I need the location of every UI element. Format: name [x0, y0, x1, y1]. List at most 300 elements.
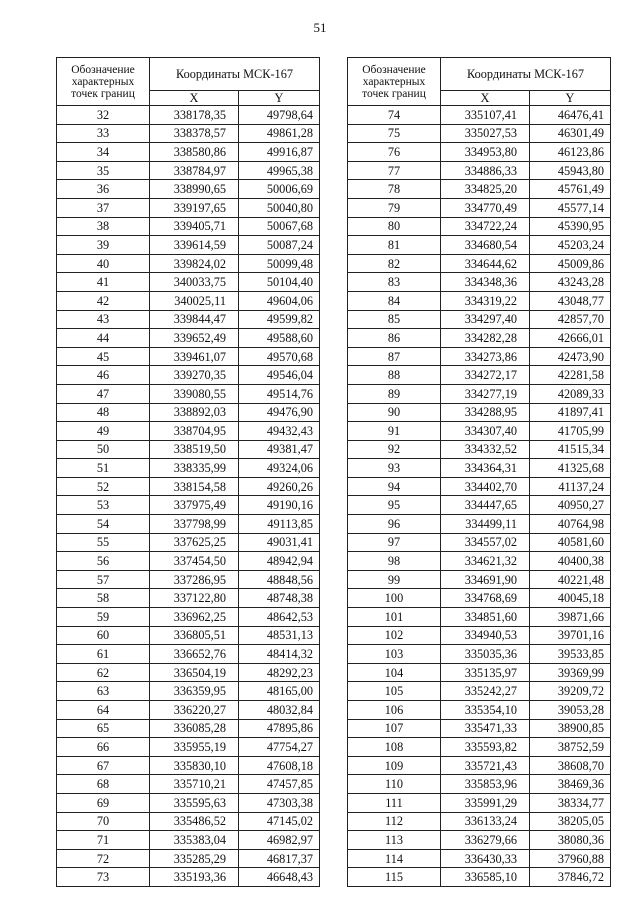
table-row: [348, 310, 611, 329]
y-coordinate-cell: 47895,86: [239, 719, 320, 738]
y-coordinate-cell: 47754,27: [239, 738, 320, 757]
x-coordinate-cell: 336220,27: [150, 701, 239, 720]
x-coordinate-cell: 338580,86: [150, 143, 239, 162]
x-coordinate-cell: 337286,95: [150, 570, 239, 589]
x-coordinate-cell: 337798,99: [150, 515, 239, 534]
table-row: [57, 347, 320, 366]
x-coordinate-cell: 336805,51: [150, 626, 239, 645]
table-row: [57, 440, 320, 459]
point-number-cell: 108: [348, 738, 441, 757]
point-number-cell: 109: [348, 756, 441, 775]
x-coordinate-cell: 334768,69: [441, 589, 530, 608]
table-row: [57, 477, 320, 496]
table-row: [348, 459, 611, 478]
x-coordinate-cell: 334402,70: [441, 477, 530, 496]
x-coordinate-cell: 339652,49: [150, 329, 239, 348]
point-number-cell: 43: [57, 310, 150, 329]
x-coordinate-cell: 336504,19: [150, 663, 239, 682]
point-number-cell: 56: [57, 552, 150, 571]
table-row: [57, 310, 320, 329]
y-coordinate-cell: 46301,49: [530, 124, 611, 143]
table-row: [348, 273, 611, 292]
point-number-cell: 39: [57, 236, 150, 255]
point-number-cell: 100: [348, 589, 441, 608]
y-coordinate-cell: 41897,41: [530, 403, 611, 422]
table-row: [57, 570, 320, 589]
table-row: [348, 570, 611, 589]
table-row: [348, 793, 611, 812]
x-coordinate-cell: 339614,59: [150, 236, 239, 255]
y-coordinate-cell: 49113,85: [239, 515, 320, 534]
point-number-cell: 99: [348, 570, 441, 589]
point-number-cell: 58: [57, 589, 150, 608]
point-number-cell: 61: [57, 645, 150, 664]
x-coordinate-cell: 334277,19: [441, 384, 530, 403]
y-coordinate-cell: 49861,28: [239, 124, 320, 143]
point-number-cell: 34: [57, 143, 150, 162]
x-coordinate-cell: 335486,52: [150, 812, 239, 831]
point-number-cell: 50: [57, 440, 150, 459]
x-coordinate-cell: 334282,28: [441, 329, 530, 348]
x-coordinate-cell: 334288,95: [441, 403, 530, 422]
table-row: [57, 291, 320, 310]
y-coordinate-cell: 45009,86: [530, 254, 611, 273]
x-coordinate-cell: 335471,33: [441, 719, 530, 738]
y-coordinate-cell: 39369,99: [530, 663, 611, 682]
x-coordinate-cell: 336133,24: [441, 812, 530, 831]
point-label-header-line2: характерных: [71, 75, 135, 88]
y-coordinate-cell: 41325,68: [530, 459, 611, 478]
table-body-right: [348, 106, 611, 887]
table-row: [348, 217, 611, 236]
y-coordinate-cell: 47303,38: [239, 793, 320, 812]
table-row: [348, 254, 611, 273]
y-coordinate-cell: 38752,59: [530, 738, 611, 757]
x-coordinate-cell: 338335,99: [150, 459, 239, 478]
point-number-cell: 78: [348, 180, 441, 199]
table-row: [348, 626, 611, 645]
x-coordinate-cell: 335595,63: [150, 793, 239, 812]
y-coordinate-cell: 42089,33: [530, 384, 611, 403]
x-coordinate-cell: 334680,54: [441, 236, 530, 255]
point-number-cell: 65: [57, 719, 150, 738]
point-number-cell: 112: [348, 812, 441, 831]
y-coordinate-cell: 45577,14: [530, 198, 611, 217]
point-number-cell: 81: [348, 236, 441, 255]
y-coordinate-cell: 40950,27: [530, 496, 611, 515]
x-coordinate-cell: 339270,35: [150, 366, 239, 385]
point-number-cell: 84: [348, 291, 441, 310]
y-coordinate-cell: 39701,16: [530, 626, 611, 645]
y-coordinate-cell: 41515,34: [530, 440, 611, 459]
table-row: [348, 496, 611, 515]
y-coordinate-cell: 48414,32: [239, 645, 320, 664]
y-coordinate-cell: 46123,86: [530, 143, 611, 162]
y-coordinate-cell: 49476,90: [239, 403, 320, 422]
table-row: [348, 701, 611, 720]
y-coordinate-cell: 49916,87: [239, 143, 320, 162]
x-coordinate-cell: 334722,24: [441, 217, 530, 236]
point-number-cell: 33: [57, 124, 150, 143]
x-coordinate-cell: 335830,10: [150, 756, 239, 775]
point-number-cell: 107: [348, 719, 441, 738]
y-coordinate-cell: 49588,60: [239, 329, 320, 348]
point-number-cell: 38: [57, 217, 150, 236]
y-column-header: Y: [530, 91, 611, 106]
table-row: [57, 831, 320, 850]
y-coordinate-cell: 39871,66: [530, 608, 611, 627]
table-row: [57, 682, 320, 701]
x-coordinate-cell: 334272,17: [441, 366, 530, 385]
table-row: [348, 366, 611, 385]
table-row: [348, 831, 611, 850]
point-label-header: [57, 58, 150, 106]
x-coordinate-cell: 334940,53: [441, 626, 530, 645]
point-number-cell: 87: [348, 347, 441, 366]
y-coordinate-cell: 43048,77: [530, 291, 611, 310]
point-number-cell: 101: [348, 608, 441, 627]
point-number-cell: 105: [348, 682, 441, 701]
y-coordinate-cell: 39533,85: [530, 645, 611, 664]
point-number-cell: 71: [57, 831, 150, 850]
point-number-cell: 74: [348, 106, 441, 125]
point-number-cell: 48: [57, 403, 150, 422]
y-coordinate-cell: 50087,24: [239, 236, 320, 255]
point-number-cell: 67: [57, 756, 150, 775]
table-row: [348, 756, 611, 775]
coordinates-table-left: [56, 57, 320, 887]
table-row: [57, 793, 320, 812]
y-coordinate-cell: 49514,76: [239, 384, 320, 403]
y-coordinate-cell: 50006,69: [239, 180, 320, 199]
x-coordinate-cell: 339844,47: [150, 310, 239, 329]
point-number-cell: 44: [57, 329, 150, 348]
point-number-cell: 111: [348, 793, 441, 812]
y-coordinate-cell: 45761,49: [530, 180, 611, 199]
y-coordinate-cell: 48748,38: [239, 589, 320, 608]
x-coordinate-cell: 335955,19: [150, 738, 239, 757]
table-row: [57, 533, 320, 552]
y-coordinate-cell: 45390,95: [530, 217, 611, 236]
y-coordinate-cell: 49599,82: [239, 310, 320, 329]
point-number-cell: 79: [348, 198, 441, 217]
x-coordinate-cell: 334770,49: [441, 198, 530, 217]
table-row: [57, 198, 320, 217]
x-coordinate-cell: 337122,80: [150, 589, 239, 608]
point-number-cell: 103: [348, 645, 441, 664]
point-number-cell: 102: [348, 626, 441, 645]
point-number-cell: 82: [348, 254, 441, 273]
coordinates-header: Координаты МСК-167: [150, 58, 320, 91]
x-coordinate-cell: 336962,25: [150, 608, 239, 627]
point-number-cell: 98: [348, 552, 441, 571]
table-row: [57, 384, 320, 403]
table-row: [348, 533, 611, 552]
point-number-cell: 70: [57, 812, 150, 831]
y-coordinate-cell: 49604,06: [239, 291, 320, 310]
table-row: [57, 124, 320, 143]
x-coordinate-cell: 335710,21: [150, 775, 239, 794]
y-coordinate-cell: 47457,85: [239, 775, 320, 794]
point-number-cell: 113: [348, 831, 441, 850]
x-coordinate-cell: 334644,62: [441, 254, 530, 273]
y-coordinate-cell: 47145,02: [239, 812, 320, 831]
point-number-cell: 91: [348, 422, 441, 441]
point-number-cell: 63: [57, 682, 150, 701]
y-coordinate-cell: 41137,24: [530, 477, 611, 496]
table-row: [57, 496, 320, 515]
y-coordinate-cell: 46648,43: [239, 868, 320, 887]
x-column-header: X: [441, 91, 530, 106]
x-coordinate-cell: 335721,43: [441, 756, 530, 775]
table-row: [57, 756, 320, 775]
y-coordinate-cell: 49381,47: [239, 440, 320, 459]
point-label-header-line2: характерных: [362, 75, 426, 88]
y-coordinate-cell: 48848,56: [239, 570, 320, 589]
x-coordinate-cell: 336585,10: [441, 868, 530, 887]
table-row: [57, 701, 320, 720]
y-coordinate-cell: 37960,88: [530, 849, 611, 868]
point-number-cell: 59: [57, 608, 150, 627]
point-number-cell: 37: [57, 198, 150, 217]
y-column-header: Y: [239, 91, 320, 106]
point-number-cell: 89: [348, 384, 441, 403]
y-coordinate-cell: 37846,72: [530, 868, 611, 887]
table-row: [348, 589, 611, 608]
point-label-header-line1: Обозначение: [362, 63, 426, 76]
x-coordinate-cell: 339461,07: [150, 347, 239, 366]
y-coordinate-cell: 38080,36: [530, 831, 611, 850]
x-coordinate-cell: 334348,36: [441, 273, 530, 292]
x-column-header: X: [150, 91, 239, 106]
x-coordinate-cell: 334307,40: [441, 422, 530, 441]
point-number-cell: 73: [57, 868, 150, 887]
x-coordinate-cell: 336430,33: [441, 849, 530, 868]
x-coordinate-cell: 340025,11: [150, 291, 239, 310]
point-number-cell: 80: [348, 217, 441, 236]
point-label-header-line3: точек границ: [362, 87, 426, 100]
x-coordinate-cell: 334273,86: [441, 347, 530, 366]
table-row: [57, 459, 320, 478]
table-row: [348, 329, 611, 348]
x-coordinate-cell: 338990,65: [150, 180, 239, 199]
x-coordinate-cell: 339080,55: [150, 384, 239, 403]
point-number-cell: 36: [57, 180, 150, 199]
table-row: [348, 291, 611, 310]
point-number-cell: 114: [348, 849, 441, 868]
y-coordinate-cell: 50040,80: [239, 198, 320, 217]
table-row: [57, 775, 320, 794]
y-coordinate-cell: 42666,01: [530, 329, 611, 348]
y-coordinate-cell: 39053,28: [530, 701, 611, 720]
point-number-cell: 104: [348, 663, 441, 682]
y-coordinate-cell: 49546,04: [239, 366, 320, 385]
table-row: [57, 236, 320, 255]
y-coordinate-cell: 50067,68: [239, 217, 320, 236]
table-row: [348, 849, 611, 868]
point-number-cell: 35: [57, 161, 150, 180]
y-coordinate-cell: 48165,00: [239, 682, 320, 701]
y-coordinate-cell: 40045,18: [530, 589, 611, 608]
x-coordinate-cell: 337625,25: [150, 533, 239, 552]
table-row: [348, 812, 611, 831]
table-row: [348, 477, 611, 496]
point-number-cell: 55: [57, 533, 150, 552]
x-coordinate-cell: 335991,29: [441, 793, 530, 812]
x-coordinate-cell: 337975,49: [150, 496, 239, 515]
x-coordinate-cell: 338519,50: [150, 440, 239, 459]
table-row: [57, 552, 320, 571]
point-number-cell: 49: [57, 422, 150, 441]
x-coordinate-cell: 335593,82: [441, 738, 530, 757]
table-row: [348, 645, 611, 664]
y-coordinate-cell: 48642,53: [239, 608, 320, 627]
table-row: [57, 868, 320, 887]
point-number-cell: 40: [57, 254, 150, 273]
point-number-cell: 106: [348, 701, 441, 720]
x-coordinate-cell: 336085,28: [150, 719, 239, 738]
x-coordinate-cell: 335027,53: [441, 124, 530, 143]
point-number-cell: 110: [348, 775, 441, 794]
y-coordinate-cell: 42281,58: [530, 366, 611, 385]
y-coordinate-cell: 38334,77: [530, 793, 611, 812]
y-coordinate-cell: 49432,43: [239, 422, 320, 441]
y-coordinate-cell: 39209,72: [530, 682, 611, 701]
point-number-cell: 88: [348, 366, 441, 385]
point-number-cell: 76: [348, 143, 441, 162]
x-coordinate-cell: 340033,75: [150, 273, 239, 292]
y-coordinate-cell: 49798,64: [239, 106, 320, 125]
x-coordinate-cell: 338784,97: [150, 161, 239, 180]
y-coordinate-cell: 49260,26: [239, 477, 320, 496]
table-row: [348, 161, 611, 180]
table-row: [348, 608, 611, 627]
x-coordinate-cell: 335193,36: [150, 868, 239, 887]
x-coordinate-cell: 334886,33: [441, 161, 530, 180]
x-coordinate-cell: 335853,96: [441, 775, 530, 794]
point-number-cell: 68: [57, 775, 150, 794]
coordinates-header: Координаты МСК-167: [441, 58, 611, 91]
point-number-cell: 53: [57, 496, 150, 515]
x-coordinate-cell: 335135,97: [441, 663, 530, 682]
table-row: [57, 645, 320, 664]
table-row: [348, 384, 611, 403]
point-number-cell: 47: [57, 384, 150, 403]
table-row: [348, 868, 611, 887]
x-coordinate-cell: 338704,95: [150, 422, 239, 441]
y-coordinate-cell: 40764,98: [530, 515, 611, 534]
table-row: [57, 254, 320, 273]
x-coordinate-cell: 334499,11: [441, 515, 530, 534]
table-row: [348, 552, 611, 571]
table-row: [57, 812, 320, 831]
x-coordinate-cell: 335107,41: [441, 106, 530, 125]
table-row: [57, 217, 320, 236]
x-coordinate-cell: 339197,65: [150, 198, 239, 217]
point-label-header-line1: Обозначение: [71, 63, 135, 76]
table-row: [348, 124, 611, 143]
point-number-cell: 72: [57, 849, 150, 868]
y-coordinate-cell: 49190,16: [239, 496, 320, 515]
point-number-cell: 66: [57, 738, 150, 757]
coordinates-table-right: [347, 57, 611, 887]
x-coordinate-cell: 334297,40: [441, 310, 530, 329]
x-coordinate-cell: 339405,71: [150, 217, 239, 236]
point-number-cell: 90: [348, 403, 441, 422]
y-coordinate-cell: 41705,99: [530, 422, 611, 441]
table-row: [348, 403, 611, 422]
point-number-cell: 96: [348, 515, 441, 534]
y-coordinate-cell: 49965,38: [239, 161, 320, 180]
table-row: [57, 273, 320, 292]
point-number-cell: 92: [348, 440, 441, 459]
x-coordinate-cell: 336279,66: [441, 831, 530, 850]
table-row: [348, 347, 611, 366]
point-number-cell: 115: [348, 868, 441, 887]
point-number-cell: 60: [57, 626, 150, 645]
y-coordinate-cell: 42473,90: [530, 347, 611, 366]
table-row: [348, 682, 611, 701]
point-number-cell: 51: [57, 459, 150, 478]
x-coordinate-cell: 334557,02: [441, 533, 530, 552]
y-coordinate-cell: 49570,68: [239, 347, 320, 366]
table-row: [348, 440, 611, 459]
y-coordinate-cell: 38900,85: [530, 719, 611, 738]
table-row: [57, 106, 320, 125]
table-row: [348, 198, 611, 217]
table-row: [57, 143, 320, 162]
x-coordinate-cell: 335242,27: [441, 682, 530, 701]
point-number-cell: 41: [57, 273, 150, 292]
point-number-cell: 83: [348, 273, 441, 292]
y-coordinate-cell: 48292,23: [239, 663, 320, 682]
point-number-cell: 94: [348, 477, 441, 496]
point-label-header: [348, 58, 441, 106]
table-row: [57, 422, 320, 441]
table-row: [57, 626, 320, 645]
table-row: [57, 515, 320, 534]
x-coordinate-cell: 334825,20: [441, 180, 530, 199]
table-row: [348, 180, 611, 199]
table-body-left: [57, 106, 320, 887]
table-row: [348, 106, 611, 125]
y-coordinate-cell: 48032,84: [239, 701, 320, 720]
y-coordinate-cell: 47608,18: [239, 756, 320, 775]
table-row: [348, 422, 611, 441]
y-coordinate-cell: 46476,41: [530, 106, 611, 125]
y-coordinate-cell: 48942,94: [239, 552, 320, 571]
y-coordinate-cell: 49031,41: [239, 533, 320, 552]
x-coordinate-cell: 334621,32: [441, 552, 530, 571]
x-coordinate-cell: 334319,22: [441, 291, 530, 310]
point-number-cell: 64: [57, 701, 150, 720]
x-coordinate-cell: 334851,60: [441, 608, 530, 627]
table-row: [348, 515, 611, 534]
table-row: [348, 236, 611, 255]
point-number-cell: 69: [57, 793, 150, 812]
y-coordinate-cell: 40221,48: [530, 570, 611, 589]
point-number-cell: 85: [348, 310, 441, 329]
y-coordinate-cell: 43243,28: [530, 273, 611, 292]
table-row: [57, 589, 320, 608]
table-row: [57, 608, 320, 627]
x-coordinate-cell: 338154,58: [150, 477, 239, 496]
y-coordinate-cell: 38469,36: [530, 775, 611, 794]
page-number: 51: [313, 20, 327, 35]
x-coordinate-cell: 338378,57: [150, 124, 239, 143]
y-coordinate-cell: 48531,13: [239, 626, 320, 645]
x-coordinate-cell: 335035,36: [441, 645, 530, 664]
